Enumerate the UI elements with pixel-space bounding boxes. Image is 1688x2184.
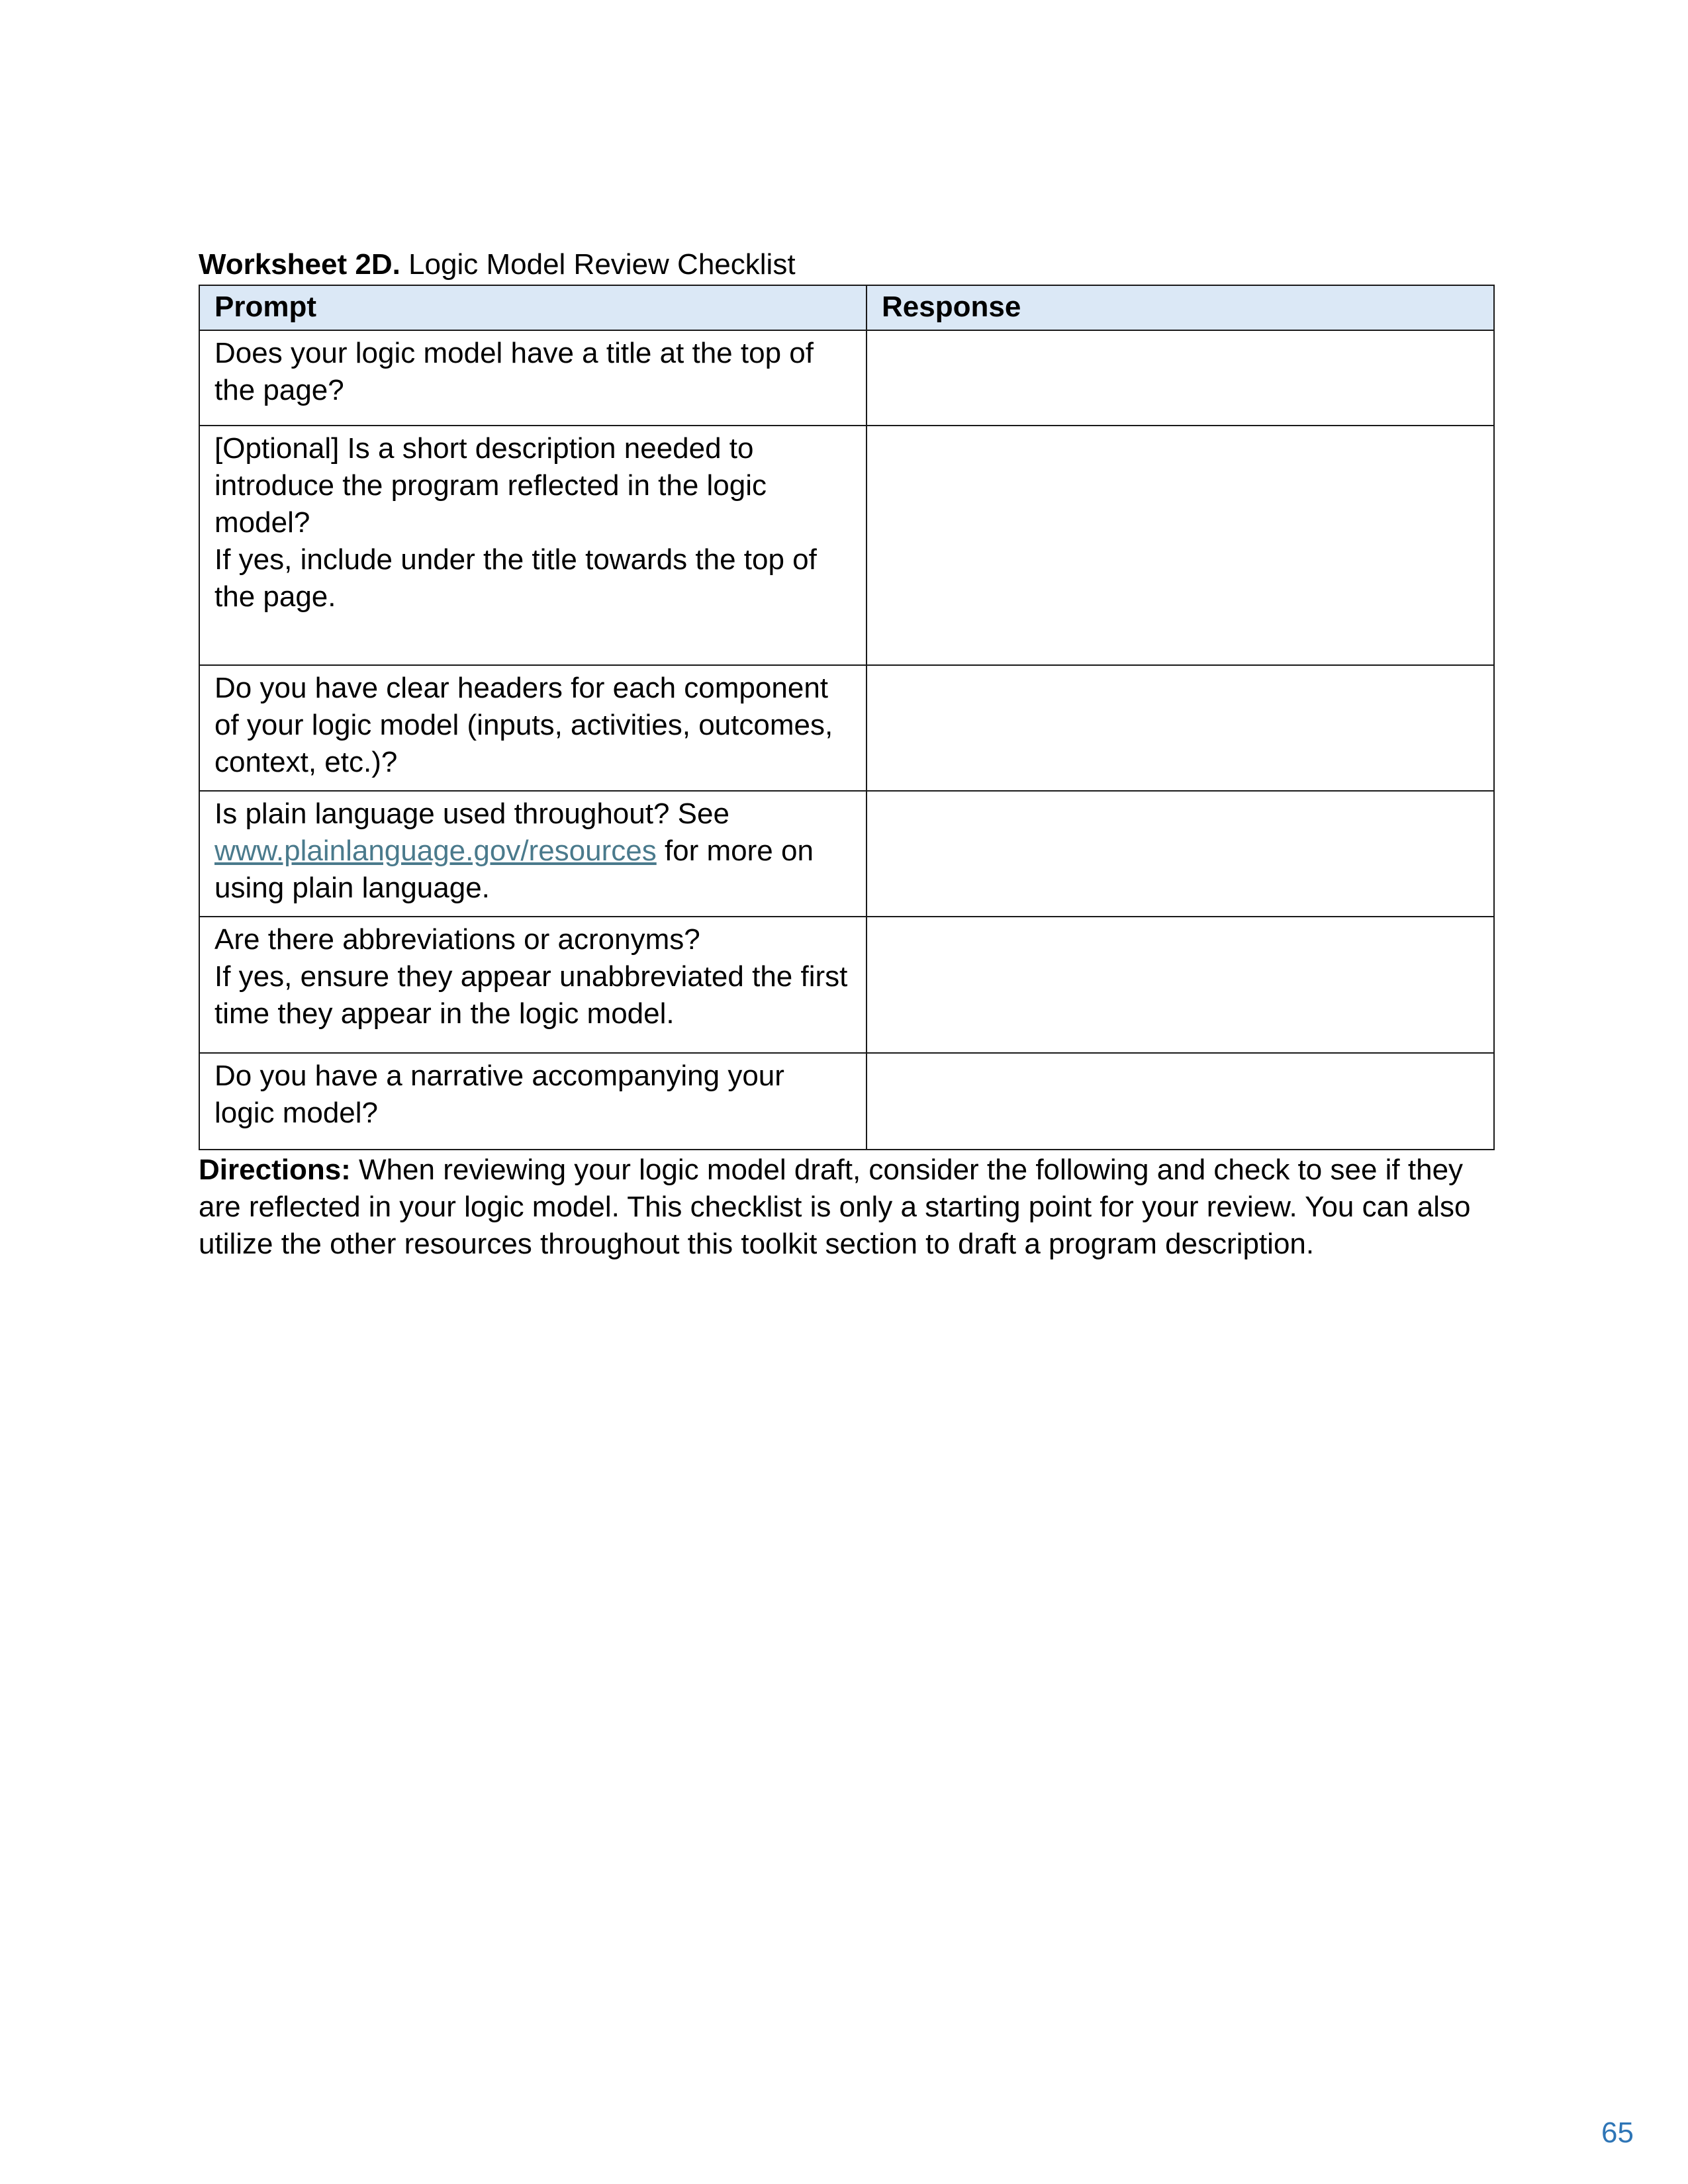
worksheet-content <box>199 245 1493 1263</box>
table-row <box>199 1053 1494 1150</box>
table-header-row <box>199 285 1494 330</box>
review-checklist-table <box>199 285 1495 1150</box>
response-cell[interactable] <box>867 791 1494 917</box>
table-row <box>199 665 1494 791</box>
directions-paragraph <box>199 1152 1493 1263</box>
prompt-text: Do you have clear headers for each component of your logic model (inputs, activities, outcomes, context, etc.)? <box>214 672 833 778</box>
worksheet-title: Logic Model Review Checklist <box>408 248 796 281</box>
prompt-text: Does your logic model have a title at the top of the page? <box>214 337 814 406</box>
prompt-header: Prompt <box>199 285 867 330</box>
prompt-text: Do you have a narrative accompanying your logic model? <box>214 1060 784 1129</box>
table-row <box>199 791 1494 917</box>
table-row <box>199 426 1494 665</box>
prompt-text: [Optional] Is a short description needed to introduce the program reflected in the logic model? <box>214 432 767 539</box>
response-cell[interactable] <box>867 330 1494 426</box>
table-row <box>199 917 1494 1053</box>
prompt-cell <box>199 330 867 426</box>
table-row <box>199 330 1494 426</box>
response-cell[interactable] <box>867 1053 1494 1150</box>
prompt-text: Is plain language used throughout? See <box>214 797 729 830</box>
prompt-text: If yes, ensure they appear unabbreviated the first time they appear in the logic model. <box>214 960 848 1030</box>
prompt-cell <box>199 1053 867 1150</box>
response-cell[interactable] <box>867 665 1494 791</box>
response-cell[interactable] <box>867 426 1494 665</box>
directions-label: Directions: <box>199 1154 351 1186</box>
worksheet-label: Worksheet 2D. <box>199 248 400 281</box>
prompt-text: Are there abbreviations or acronyms? <box>214 923 700 956</box>
plainlanguage-link[interactable]: www.plainlanguage.gov/resources <box>214 835 657 867</box>
page-number: 65 <box>1601 2116 1634 2149</box>
prompt-cell <box>199 426 867 665</box>
prompt-cell <box>199 791 867 917</box>
response-cell[interactable] <box>867 917 1494 1053</box>
directions-text: When reviewing your logic model draft, consider the following and check to see if they are reflected in your logic model. This checklist is only a starting point for your review. You can also utilize the other resources throughout this toolkit section to draft a program description. <box>199 1154 1471 1260</box>
prompt-text: If yes, include under the title towards the top of the page. <box>214 543 817 613</box>
prompt-cell <box>199 665 867 791</box>
prompt-cell <box>199 917 867 1053</box>
worksheet-caption <box>199 245 1493 285</box>
prompt-text: for more on using plain language. <box>214 835 814 904</box>
response-header: Response <box>867 285 1494 330</box>
